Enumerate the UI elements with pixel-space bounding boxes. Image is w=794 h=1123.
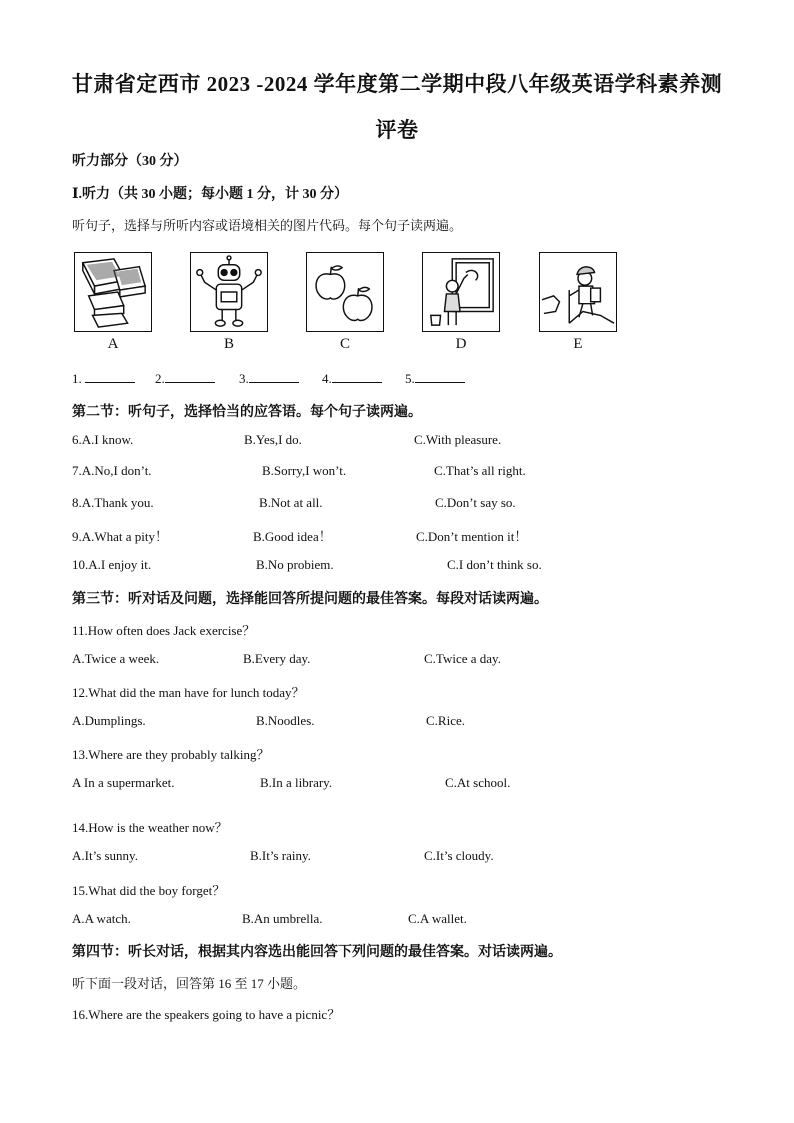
section4-instruction: 听下面一段对话，回答第 16 至 17 小题。 bbox=[72, 976, 307, 991]
q9-option-a: 9.A.What a pity！ bbox=[72, 529, 169, 544]
q8-option-a: 8.A.Thank you. bbox=[72, 495, 154, 510]
blank-1[interactable] bbox=[72, 371, 135, 387]
blank-5-number: 5. bbox=[405, 371, 415, 386]
blank-3-number: 3. bbox=[239, 371, 249, 386]
q7-option-c: C.That’s all right. bbox=[434, 463, 526, 478]
picture-e-label: E bbox=[573, 336, 583, 352]
exam-title-line2: 评卷 bbox=[375, 118, 419, 142]
q13-option-a: A In a supermarket. bbox=[72, 775, 175, 790]
listening-part-heading: 听力部分（30 分） bbox=[72, 154, 188, 169]
picture-d-window-cleaning bbox=[422, 252, 500, 332]
blank-2-number: 2. bbox=[155, 371, 165, 386]
q7-option-a: 7.A.No,I don’t. bbox=[72, 463, 152, 478]
section2-heading: 第二节：听句子，选择恰当的应答语。每个句子读两遍。 bbox=[72, 405, 422, 420]
q16-question: 16.Where are the speakers going to have a picnic？ bbox=[72, 1007, 341, 1022]
section1-heading: Ⅰ.听力（共 30 小题；每小题 1 分，计 30 分） bbox=[72, 187, 349, 202]
picture-c-label: C bbox=[339, 336, 350, 352]
q13-option-c: C.At school. bbox=[445, 775, 511, 790]
section1-instruction: 听句子，选择与所听内容或语境相关的图片代码。每个句子读两遍。 bbox=[72, 218, 463, 233]
picture-d-label: D bbox=[455, 336, 467, 352]
q14-option-c: C.It’s cloudy. bbox=[424, 848, 494, 863]
q15-question: 15.What did the boy forget？ bbox=[72, 883, 226, 898]
apples-icon bbox=[307, 253, 383, 331]
q15-option-a: A.A watch. bbox=[72, 911, 131, 926]
robot-icon bbox=[191, 253, 267, 331]
blank-4[interactable] bbox=[322, 371, 382, 387]
q14-option-a: A.It’s sunny. bbox=[72, 848, 138, 863]
q14-question: 14.How is the weather now？ bbox=[72, 820, 228, 835]
window-cleaning-icon bbox=[423, 253, 499, 331]
picture-e-hiker bbox=[539, 252, 617, 332]
picture-b-label: B bbox=[223, 336, 234, 352]
picture-a-label: A bbox=[107, 336, 119, 352]
q15-option-b: B.An umbrella. bbox=[242, 911, 323, 926]
picture-b-robot bbox=[190, 252, 268, 332]
q7-option-b: B.Sorry,I won’t. bbox=[262, 463, 347, 478]
q13-option-b: B.In a library. bbox=[260, 775, 333, 790]
blank-2[interactable] bbox=[155, 371, 215, 387]
q12-question: 12.What did the man have for lunch today？ bbox=[72, 685, 305, 700]
picture-c-apples bbox=[306, 252, 384, 332]
q6-option-c: C.With pleasure. bbox=[414, 432, 502, 447]
q11-option-c: C.Twice a day. bbox=[424, 651, 501, 666]
picture-a-books bbox=[74, 252, 152, 332]
q15-option-c: C.A wallet. bbox=[408, 911, 467, 926]
q8-option-c: C.Don’t say so. bbox=[435, 495, 516, 510]
section3-heading: 第三节：听对话及问题，选择能回答所提问题的最佳答案。每段对话读两遍。 bbox=[72, 592, 548, 607]
q6-option-b: B.Yes,I do. bbox=[244, 432, 302, 447]
q9-option-c: C.Don’t mention it！ bbox=[416, 529, 528, 544]
blank-4-number: 4. bbox=[322, 371, 332, 386]
q10-option-a: 10.A.I enjoy it. bbox=[72, 557, 152, 572]
q10-option-b: B.No probiem. bbox=[256, 557, 334, 572]
q14-option-b: B.It’s rainy. bbox=[250, 848, 311, 863]
hiker-icon bbox=[540, 253, 616, 331]
q10-option-c: C.I don’t think so. bbox=[447, 557, 542, 572]
q11-option-b: B.Every day. bbox=[243, 651, 311, 666]
q13-question: 13.Where are they probably talking？ bbox=[72, 747, 270, 762]
q8-option-b: B.Not at all. bbox=[259, 495, 323, 510]
blank-1-number: 1. bbox=[72, 371, 82, 386]
q12-option-a: A.Dumplings. bbox=[72, 713, 146, 728]
books-icon bbox=[75, 253, 151, 331]
blank-5[interactable] bbox=[405, 371, 465, 387]
blank-3[interactable] bbox=[239, 371, 299, 387]
q12-option-c: C.Rice. bbox=[426, 713, 465, 728]
q11-question: 11.How often does Jack exercise？ bbox=[72, 623, 256, 638]
section4-heading: 第四节：听长对话，根据其内容选出能回答下列问题的最佳答案。对话读两遍。 bbox=[72, 945, 562, 960]
q11-option-a: A.Twice a week. bbox=[72, 651, 160, 666]
q9-option-b: B.Good idea！ bbox=[253, 529, 332, 544]
exam-title-line1: 甘肃省定西市 2023 -2024 学年度第二学期中段八年级英语学科素养测 bbox=[71, 72, 723, 96]
q6-option-a: 6.A.I know. bbox=[72, 432, 134, 447]
q12-option-b: B.Noodles. bbox=[256, 713, 315, 728]
